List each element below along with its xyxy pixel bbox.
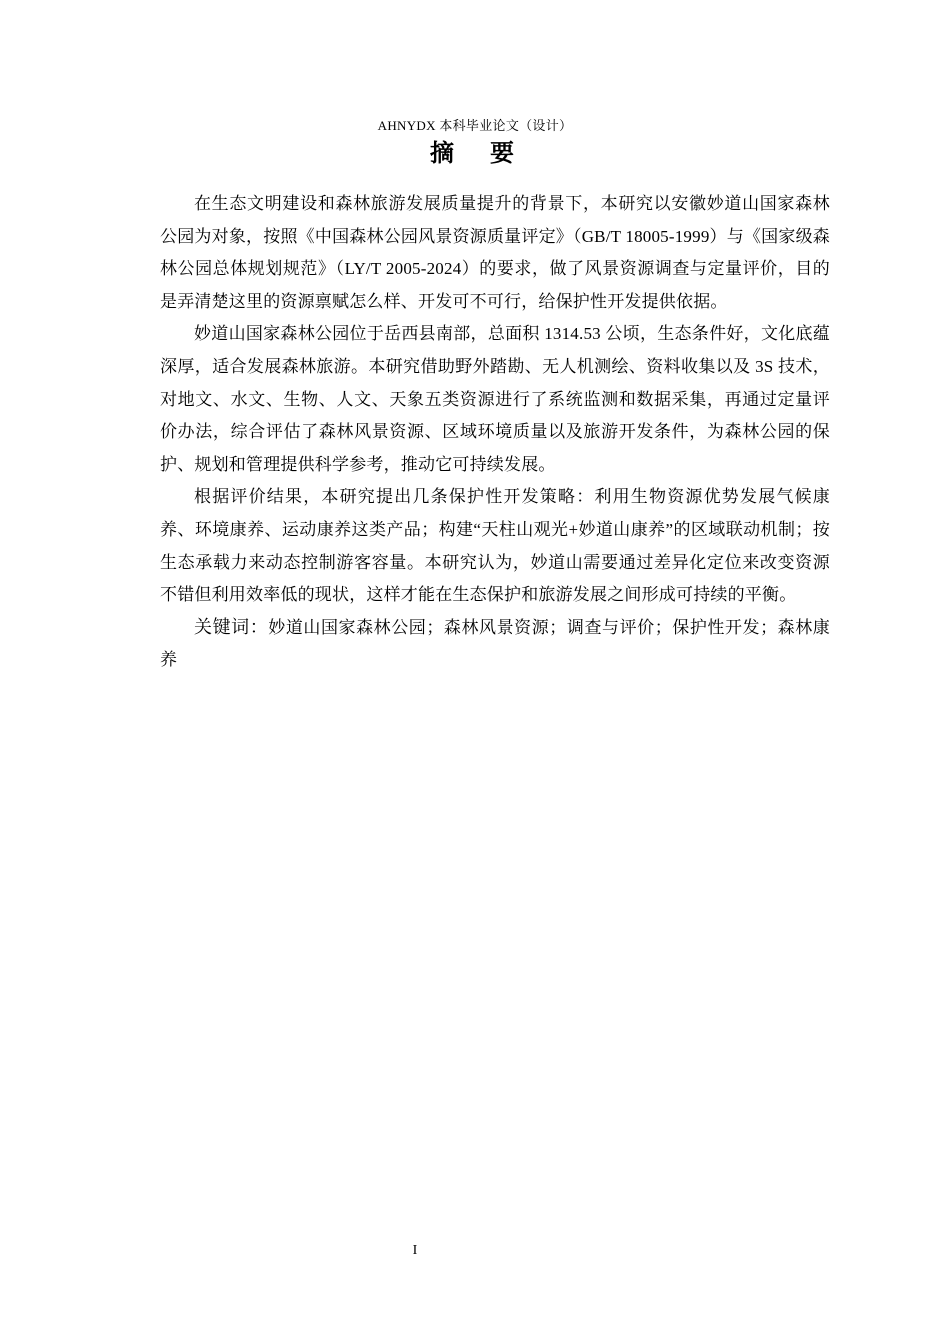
abstract-paragraph-2: 妙道山国家森林公园位于岳西县南部，总面积 1314.53 公顷，生态条件好，文化底蕴深厚，适合发展森林旅游。本研究借助野外踏勘、无人机测绘、资料收集以及 3S 技术，对地文、水文、生物、人文、天象五类资源进行了系统监测和数据采集，再通过定量评价办法，综合评估了森林风景资源、区域环境质量以及旅游开发条件，为森林公园的保护、规划和管理提供科学参考，推动它可持续发展。 <box>160 324 830 474</box>
abstract-paragraph-1: 在生态文明建设和森林旅游发展质量提升的背景下，本研究以安徽妙道山国家森林公园为对象，按照《中国森林公园风景资源质量评定》（GB/T 18005-1999）与《国家级森林公园总体规划规范》（LY/T 2005-2024）的要求，做了风景资源调查与定量评价，目的是弄清楚这里的资源禀赋怎么样、开发可不可行，给保护性开发提供依据。 <box>160 194 830 311</box>
page-title: 摘 要 <box>430 139 520 167</box>
running-header: AHNYDX 本科毕业论文（设计） <box>377 118 573 133</box>
keywords-label: 关键词： <box>194 616 269 638</box>
abstract-paragraph-3: 根据评价结果，本研究提出几条保护性开发策略：利用生物资源优势发展气候康养、环境康养、运动康养这类产品；构建“天柱山观光+妙道山康养”的区域联动机制；按生态承载力来动态控制游客容量。本研究认为，妙道山需要通过差异化定位来改变资源不错但利用效率低的现状，这样才能在生态保护和旅游发展之间形成可持续的平衡。 <box>160 487 830 605</box>
keywords-line <box>160 612 830 677</box>
abstract-body <box>160 188 830 677</box>
keywords-text: 妙道山国家森林公园；森林风景资源；调查与评价；保护性开发；森林康养 <box>160 617 830 670</box>
page-number: I <box>412 1243 418 1258</box>
